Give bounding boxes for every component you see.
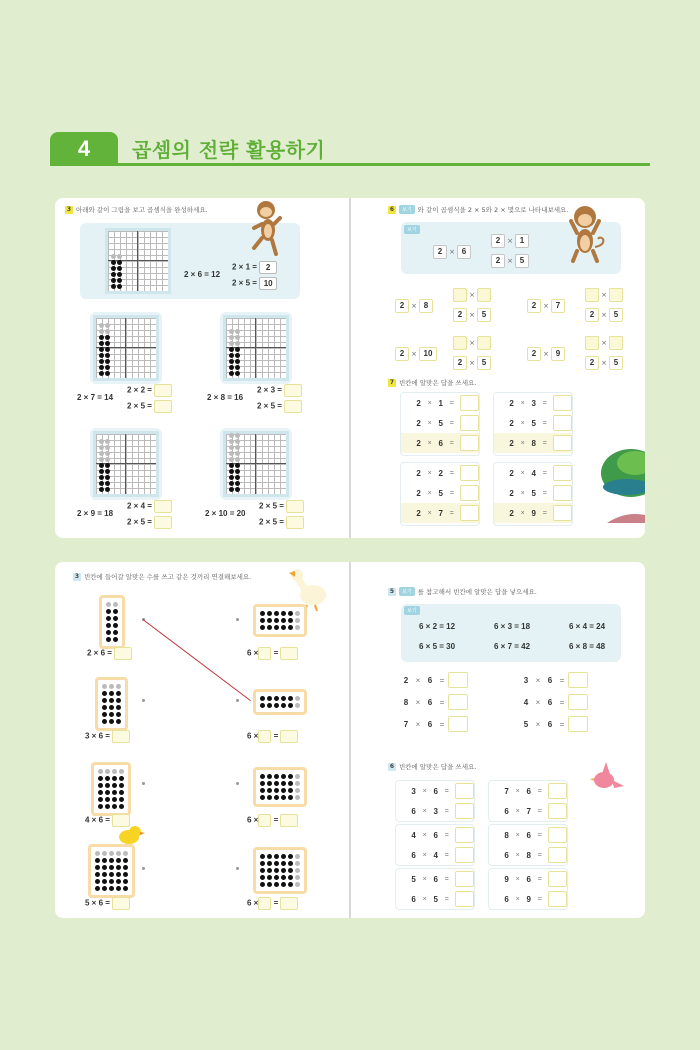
matching-left-equation: 5 × 6 =	[85, 897, 130, 910]
section-title: 곱셈의 전략 활용하기	[132, 138, 326, 162]
answer-input[interactable]	[548, 847, 567, 863]
section-underline	[50, 163, 650, 166]
answer-input[interactable]	[154, 516, 172, 529]
split-row: 2 × 2 =	[127, 384, 172, 397]
answer-input[interactable]	[553, 465, 572, 481]
equation-card: 4 × 6 = 6 × 4 =	[395, 824, 475, 866]
matching-right-equation: 6 × =	[247, 647, 298, 660]
dot-frame	[253, 604, 307, 637]
chick-mascot-icon	[117, 824, 145, 846]
split-bottom: 2 × 5	[585, 304, 623, 323]
split-bottom: 2 × 5	[453, 352, 491, 371]
instruction-text: 빈칸에 알맞은 답을 쓰세요.	[399, 763, 477, 771]
example-tag: 보기	[404, 225, 420, 234]
answer-input[interactable]	[460, 395, 479, 411]
grid-diagram	[105, 228, 171, 294]
split-top: ×	[453, 332, 491, 351]
answer-input[interactable]	[460, 465, 479, 481]
dot-array	[229, 433, 240, 492]
equation-card: 2 × 2 = 2 × 5 = 2 × 7 =	[400, 462, 480, 526]
example-top-split: 2 × 1	[491, 230, 529, 249]
matching-left-equation: 2 × 6 =	[87, 647, 132, 660]
equation-card: 9 × 6 = 6 × 9 =	[488, 868, 568, 910]
matching-left-equation: 3 × 6 =	[85, 730, 130, 743]
answer-input[interactable]	[553, 485, 572, 501]
equation-card: 2 × 1 = 2 × 5 = 2 × 6 =	[400, 392, 480, 456]
split-bottom: 2 × 5	[585, 352, 623, 371]
example-split-1: 2 × 1 = 2	[232, 261, 277, 274]
instruction-text: 아래와 같이 그림을 보고 곱셈식을 완성하세요.	[76, 206, 208, 214]
bottom-spread	[55, 562, 645, 918]
reference-equation: 6 × 5 = 30	[419, 642, 456, 651]
grid-diagram	[93, 431, 159, 497]
page-gutter	[349, 562, 351, 918]
fill-equation: 7 × 6 =	[400, 716, 468, 732]
equation-card: 3 × 6 = 6 × 3 =	[395, 780, 475, 822]
answer-input[interactable]	[553, 415, 572, 431]
answer-input[interactable]	[112, 897, 130, 910]
answer-input[interactable]	[280, 730, 298, 743]
answer-input[interactable]	[553, 395, 572, 411]
dot-frame	[253, 767, 307, 807]
tree-illustration-icon	[597, 443, 645, 528]
equation-card: 8 × 6 = 6 × 8 =	[488, 824, 568, 866]
problem-equation: 2 × 9 = 18	[77, 509, 114, 518]
question-number: 7	[389, 378, 395, 386]
top-spread	[55, 198, 645, 538]
split-problem: 2 × 7	[527, 295, 565, 314]
answer-input[interactable]	[460, 415, 479, 431]
split-top: ×	[585, 332, 623, 351]
question-instruction	[388, 587, 537, 596]
equation-card: 2 × 4 = 2 × 5 = 2 × 9 =	[493, 462, 573, 526]
fill-equation: 8 × 6 =	[400, 694, 468, 710]
split-problem: 2 × 9	[527, 343, 565, 362]
answer-input[interactable]	[280, 897, 298, 910]
answer-input[interactable]	[453, 336, 467, 350]
match-dot[interactable]	[142, 699, 145, 702]
answer-input[interactable]	[455, 847, 474, 863]
answer-input[interactable]	[455, 783, 474, 799]
dot-array	[99, 439, 110, 492]
answer-input[interactable]	[548, 783, 567, 799]
dot-array	[229, 329, 240, 376]
grid-diagram	[223, 315, 289, 381]
answer-input[interactable]	[114, 647, 132, 660]
question-instruction	[388, 205, 568, 214]
question-instruction	[65, 205, 208, 214]
question-number: 6	[389, 762, 395, 770]
problem-equation: 2 × 8 = 16	[207, 393, 244, 402]
problem-equation: 2 × 7 = 14	[77, 393, 114, 402]
answer-input[interactable]	[448, 716, 468, 732]
answer-box: 2	[259, 261, 277, 274]
dot-array	[111, 254, 122, 289]
answer-input[interactable]	[448, 672, 468, 688]
split-row: 2 × 5 =	[257, 400, 302, 413]
answer-input[interactable]	[553, 435, 572, 451]
answer-input[interactable]	[286, 500, 304, 513]
answer-input[interactable]	[455, 891, 474, 907]
instruction-text: 빈칸에 들어갈 알맞은 수를 쓰고 같은 것끼리 연결해보세요.	[84, 573, 252, 581]
answer-input[interactable]	[286, 516, 304, 529]
matching-left-equation: 4 × 6 =	[85, 814, 130, 827]
answer-input[interactable]	[154, 384, 172, 397]
matching-right-equation: 6 × =	[247, 814, 298, 827]
match-dot[interactable]	[142, 782, 145, 785]
answer-input[interactable]	[258, 647, 271, 660]
reference-equation: 6 × 4 = 24	[569, 622, 606, 631]
answer-input[interactable]	[548, 871, 567, 887]
match-dot[interactable]	[236, 699, 239, 702]
instruction-text: 를 참고해서 빈칸에 알맞은 답을 넣으세요.	[417, 588, 537, 596]
answer-input[interactable]	[284, 384, 302, 397]
example-split-2: 2 × 5 = 10	[232, 277, 277, 290]
answer-input[interactable]	[585, 336, 599, 350]
split-row: 2 × 4 =	[127, 500, 172, 513]
answer-input[interactable]	[455, 803, 474, 819]
split-problem: 2 × 8	[395, 295, 433, 314]
problem-equation: 2 × 10 = 20	[205, 509, 246, 518]
example-tag: 보기	[399, 205, 415, 214]
answer-box: 10	[259, 277, 277, 290]
dot-frame	[253, 847, 307, 894]
answer-input[interactable]	[609, 288, 623, 302]
question-number: 3	[66, 205, 72, 213]
answer-input[interactable]	[568, 716, 588, 732]
equation-card: 2 × 3 = 2 × 5 = 2 × 8 =	[493, 392, 573, 456]
reference-equation: 6 × 8 = 48	[569, 642, 606, 651]
example-tag: 보기	[404, 606, 420, 615]
fill-equation: 2 × 6 =	[400, 672, 468, 688]
split-bottom: 2 × 5	[453, 304, 491, 323]
answer-input[interactable]	[112, 730, 130, 743]
answer-input[interactable]	[280, 814, 298, 827]
answer-input[interactable]	[553, 505, 572, 521]
dot-frame	[91, 762, 131, 816]
match-dot[interactable]	[236, 618, 239, 621]
answer-input[interactable]	[284, 400, 302, 413]
dot-array	[99, 323, 110, 376]
dot-frame	[99, 595, 125, 649]
match-connection-line	[142, 619, 250, 701]
split-row: 2 × 5 =	[127, 516, 172, 529]
monkey-mascot-icon	[567, 203, 605, 265]
fill-equation: 4 × 6 =	[520, 694, 588, 710]
match-dot[interactable]	[142, 867, 145, 870]
answer-input[interactable]	[258, 814, 271, 827]
answer-input[interactable]	[453, 288, 467, 302]
answer-input[interactable]	[548, 803, 567, 819]
fill-equation: 3 × 6 =	[520, 672, 588, 688]
question-number: 6	[389, 205, 395, 213]
dot-frame	[88, 844, 135, 898]
reference-box	[401, 604, 621, 662]
answer-input[interactable]	[460, 505, 479, 521]
answer-input[interactable]	[154, 400, 172, 413]
answer-input[interactable]	[460, 485, 479, 501]
answer-input[interactable]	[455, 827, 474, 843]
example-expression: 2 × 6	[433, 241, 471, 260]
instruction-text: 빈칸에 알맞은 답을 쓰세요.	[399, 379, 477, 387]
reference-equation: 6 × 2 = 12	[419, 622, 456, 631]
answer-input[interactable]	[568, 672, 588, 688]
answer-input[interactable]	[585, 288, 599, 302]
question-instruction	[388, 378, 476, 387]
answer-input[interactable]	[448, 694, 468, 710]
example-tag: 보기	[399, 587, 415, 596]
split-row: 2 × 5 =	[127, 400, 172, 413]
answer-input[interactable]	[548, 891, 567, 907]
fill-equation: 5 × 6 =	[520, 716, 588, 732]
bird-illustration-icon	[590, 762, 624, 792]
example-equation: 2 × 6 = 12	[184, 270, 221, 279]
answer-input[interactable]	[280, 647, 298, 660]
split-top: ×	[585, 284, 623, 303]
answer-input[interactable]	[548, 827, 567, 843]
equation-card: 7 × 6 = 6 × 7 =	[488, 780, 568, 822]
answer-input[interactable]	[258, 730, 271, 743]
answer-input[interactable]	[609, 336, 623, 350]
section-header	[50, 132, 650, 166]
answer-input[interactable]	[258, 897, 271, 910]
answer-input[interactable]	[477, 288, 491, 302]
grid-diagram	[223, 431, 289, 497]
answer-input[interactable]	[460, 435, 479, 451]
split-top: ×	[453, 284, 491, 303]
split-row: 2 × 5 =	[259, 516, 304, 529]
question-instruction	[73, 572, 251, 581]
dot-frame	[253, 689, 307, 715]
grid-diagram	[93, 315, 159, 381]
example-bottom-split: 2 × 5	[491, 250, 529, 269]
match-dot[interactable]	[236, 782, 239, 785]
instruction-text: 와 같이 곱셈식을 2 × 5와 2 × 몇으로 나타내보세요.	[417, 206, 569, 214]
split-row: 2 × 5 =	[259, 500, 304, 513]
page-gutter	[349, 198, 351, 538]
match-dot[interactable]	[236, 867, 239, 870]
question-number: 5	[389, 587, 395, 595]
section-number: 4	[50, 132, 118, 166]
matching-right-equation: 6 × =	[247, 897, 298, 910]
matching-right-equation: 6 × =	[247, 730, 298, 743]
question-number: 3	[74, 572, 80, 580]
question-instruction	[388, 762, 476, 771]
answer-input[interactable]	[568, 694, 588, 710]
answer-input[interactable]	[477, 336, 491, 350]
reference-equation: 6 × 7 = 42	[494, 642, 531, 651]
dot-frame	[95, 677, 128, 731]
answer-input[interactable]	[154, 500, 172, 513]
reference-equation: 6 × 3 = 18	[494, 622, 531, 631]
monkey-mascot-icon	[250, 198, 286, 256]
equation-card: 5 × 6 = 6 × 5 =	[395, 868, 475, 910]
answer-input[interactable]	[455, 871, 474, 887]
split-row: 2 × 3 =	[257, 384, 302, 397]
split-problem: 2 × 10	[395, 343, 437, 362]
